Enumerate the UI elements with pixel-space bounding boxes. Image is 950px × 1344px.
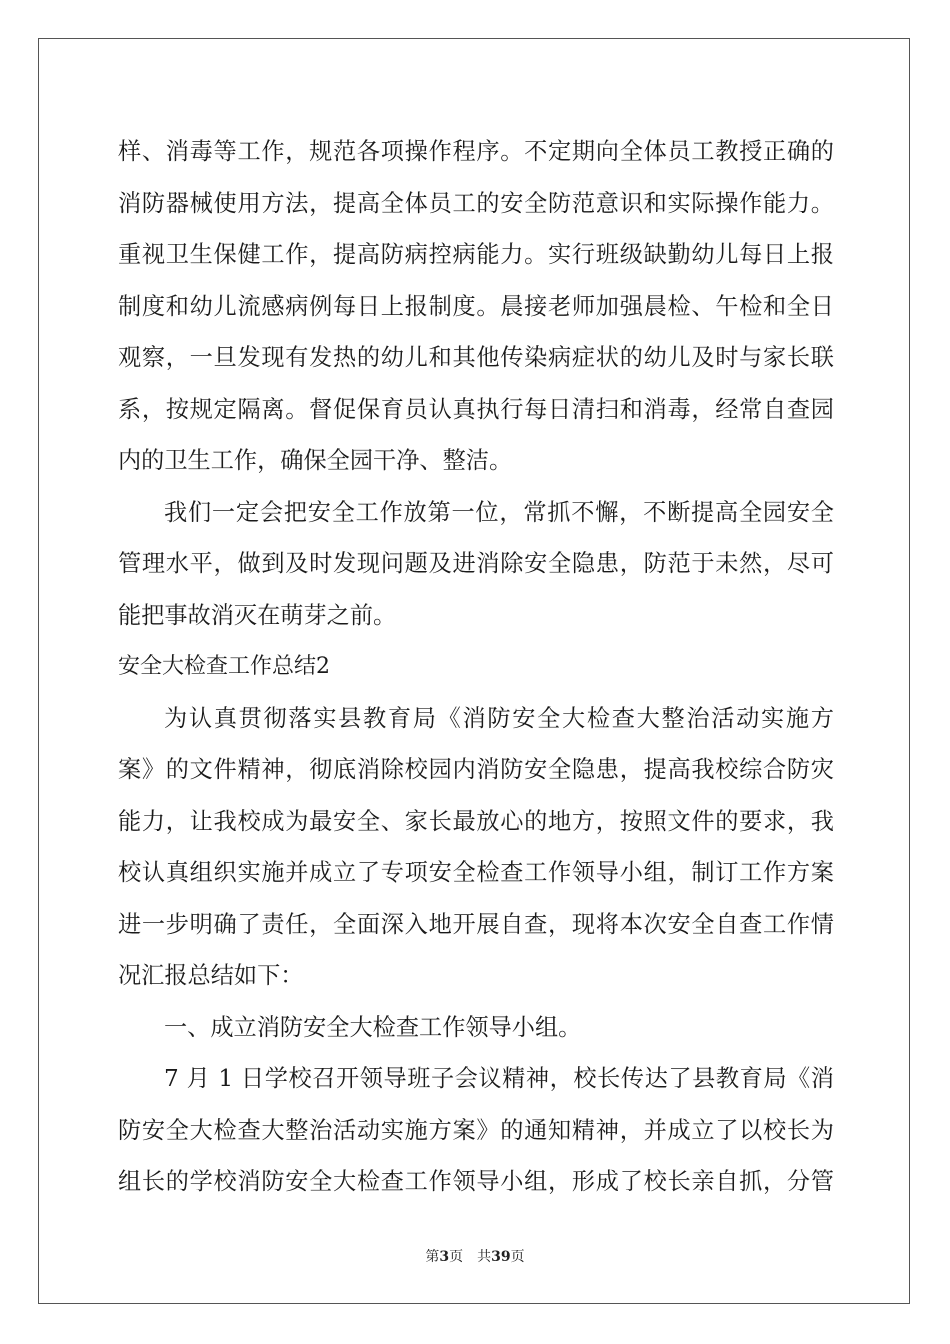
footer-page-current: 3: [439, 1249, 450, 1265]
text-line: 能把事故消灭在萌芽之前。: [118, 601, 397, 629]
footer-page-total: 39: [491, 1249, 511, 1265]
text-line: 况汇报总结如下：: [118, 962, 304, 989]
page-footer: [0, 1247, 950, 1267]
text-line: 防安全大检查大整治活动实施方案》的通知精神，并成立了以校长为: [118, 1116, 834, 1144]
text-line: 观察，一旦发现有发热的幼儿和其他传染病症状的幼儿及时与家长联: [118, 344, 834, 371]
text-line: 内的卫生工作，确保全园干净、整洁。: [118, 447, 513, 474]
footer-total-prefix: 共: [477, 1249, 492, 1265]
text-line: 案》的文件精神，彻底消除校园内消防安全隐患，提高我校综合防灾: [118, 756, 834, 783]
footer-total-suffix: 页: [510, 1249, 525, 1265]
text-line: 重视卫生保健工作，提高防病控病能力。实行班级缺勤幼儿每日上报: [118, 241, 834, 268]
footer-page-suffix: 页: [449, 1249, 464, 1265]
text-line: 进一步明确了责任，全面深入地开展自查，现将本次安全自查工作情: [118, 910, 834, 938]
text-line: 为认真贯彻落实县教育局《消防安全大检查大整治活动实施方: [164, 704, 834, 732]
text-line: 组长的学校消防安全大检查工作领导小组，形成了校长亲自抓，分管: [118, 1168, 834, 1195]
text-line: 能力，让我校成为最安全、家长最放心的地方，按照文件的要求，我: [118, 807, 834, 835]
text-line: 管理水平，做到及时发现问题及进消除安全隐患，防范于未然，尽可: [118, 550, 834, 577]
section-heading: 安全大检查工作总结2: [118, 654, 330, 679]
text-line: 系，按规定隔离。督促保育员认真执行每日清扫和消毒，经常自查园: [118, 395, 834, 423]
text-line: 7 月 1 日学校召开领导班子会议精神，校长传达了县教育局《消: [164, 1065, 834, 1092]
footer-page-prefix: 第: [425, 1249, 440, 1265]
text-line: 消防器械使用方法，提高全体员工的安全防范意识和实际操作能力。: [118, 189, 834, 217]
text-line: 我们一定会把安全工作放第一位，常抓不懈，不断提高全园安全: [164, 498, 834, 526]
text-line: 校认真组织实施并成立了专项安全检查工作领导小组，制订工作方案: [118, 859, 834, 886]
text-line: 一、成立消防安全大检查工作领导小组。: [164, 1013, 582, 1041]
text-line: 样、消毒等工作，规范各项操作程序。不定期向全体员工教授正确的: [118, 138, 834, 165]
text-line: 制度和幼儿流感病例每日上报制度。晨接老师加强晨检、午检和全日: [118, 292, 834, 320]
document-body: [118, 126, 834, 1208]
